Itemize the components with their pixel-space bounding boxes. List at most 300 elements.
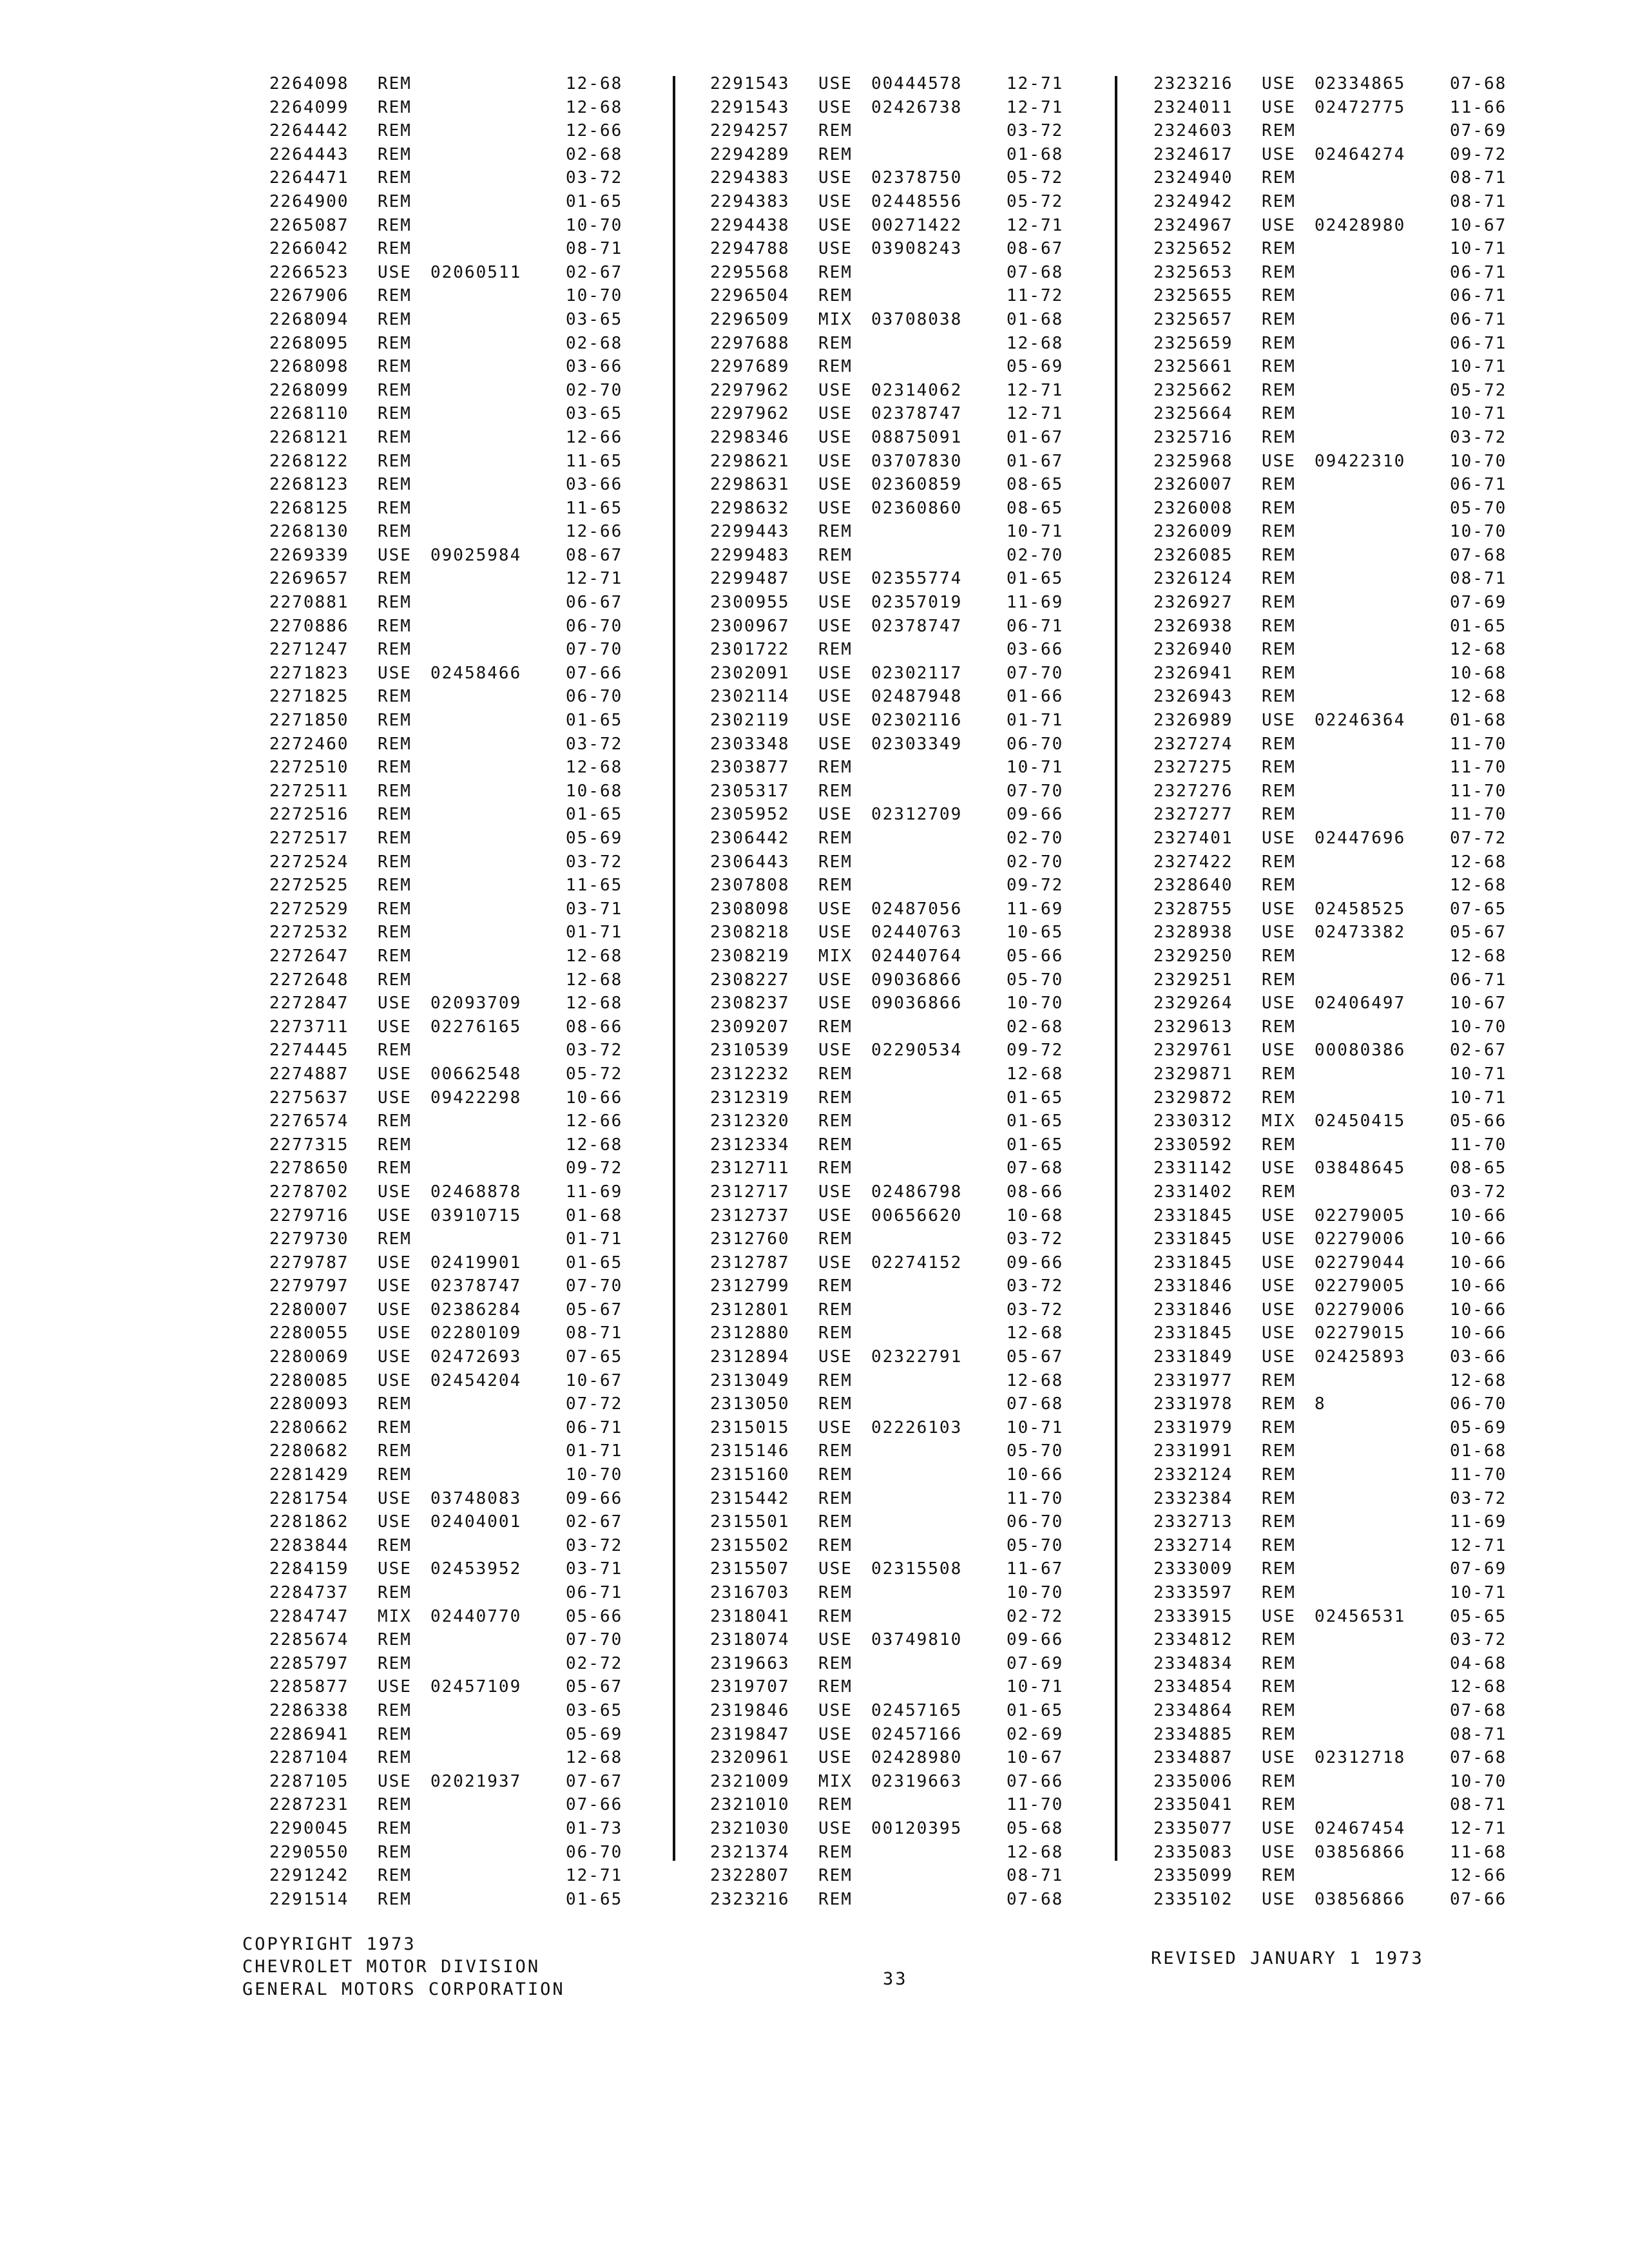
effective-date: 12-68 (566, 946, 623, 966)
action-code: USE (378, 994, 412, 1014)
action-code: USE (1262, 1323, 1296, 1343)
action-code: USE (818, 1559, 853, 1579)
action-code: USE (1262, 144, 1296, 164)
part-number: 2331845 (1153, 1323, 1233, 1343)
effective-date: 10-71 (1450, 357, 1507, 377)
part-number: 2326085 (1153, 545, 1233, 565)
part-number: 2302119 (710, 711, 790, 731)
action-code: REM (378, 475, 412, 495)
action-code: USE (378, 1253, 412, 1273)
action-code: REM (1262, 498, 1296, 518)
part-number: 2327274 (1153, 734, 1233, 754)
effective-date: 05-72 (1007, 168, 1064, 188)
action-code: REM (818, 1017, 853, 1037)
action-code: REM (378, 309, 412, 329)
replacement-part-number: 02440763 (871, 923, 963, 943)
effective-date: 01-65 (566, 191, 623, 211)
effective-date: 12-71 (566, 569, 623, 589)
replacement-part-number: 02458525 (1315, 899, 1406, 919)
action-code: REM (1262, 1771, 1296, 1791)
action-code: REM (818, 1276, 853, 1296)
copyright-line: GENERAL MOTORS CORPORATION (242, 1979, 565, 1999)
action-code: REM (1262, 1724, 1296, 1744)
effective-date: 12-68 (566, 1748, 623, 1768)
effective-date: 10-68 (566, 781, 623, 801)
action-code: REM (378, 1630, 412, 1650)
replacement-part-number: 02454204 (430, 1370, 522, 1390)
part-number: 2297688 (710, 333, 790, 353)
part-number: 2325652 (1153, 239, 1233, 259)
effective-date: 12-66 (1450, 1866, 1507, 1886)
effective-date: 08-71 (1450, 569, 1507, 589)
action-code: REM (818, 1370, 853, 1390)
action-code: USE (818, 1418, 853, 1437)
part-number: 2328755 (1153, 899, 1233, 919)
replacement-part-number: 03856866 (1315, 1889, 1406, 1909)
action-code: REM (1262, 734, 1296, 754)
effective-date: 12-71 (566, 1866, 623, 1886)
effective-date: 08-71 (1450, 1724, 1507, 1744)
action-code: MIX (818, 946, 853, 966)
replacement-part-number: 02428980 (871, 1748, 963, 1768)
action-code: USE (378, 1559, 412, 1579)
action-code: MIX (818, 1771, 853, 1791)
action-code: USE (1262, 1158, 1296, 1178)
effective-date: 05-67 (566, 1677, 623, 1697)
replacement-part-number: 02440764 (871, 946, 963, 966)
part-number: 2279787 (269, 1253, 349, 1273)
replacement-part-number: 03708038 (871, 309, 963, 329)
replacement-part-number: 02467454 (1315, 1818, 1406, 1838)
action-code: USE (818, 616, 853, 636)
part-number: 2312737 (710, 1206, 790, 1225)
action-code: REM (378, 498, 412, 518)
effective-date: 05-67 (1007, 1347, 1064, 1367)
action-code: REM (378, 1111, 412, 1131)
part-number: 2334887 (1153, 1748, 1233, 1768)
action-code: REM (1262, 1088, 1296, 1108)
effective-date: 03-72 (566, 734, 623, 754)
action-code: REM (378, 191, 412, 211)
effective-date: 12-66 (566, 1111, 623, 1131)
effective-date: 07-70 (1007, 781, 1064, 801)
action-code: USE (818, 687, 853, 707)
action-code: REM (378, 144, 412, 164)
action-code: REM (1262, 970, 1296, 990)
part-number: 2327422 (1153, 852, 1233, 872)
action-code: REM (1262, 640, 1296, 660)
action-code: USE (818, 168, 853, 188)
action-code: USE (378, 1370, 412, 1390)
replacement-part-number: 02290534 (871, 1041, 963, 1061)
replacement-part-number: 03748083 (430, 1488, 522, 1508)
effective-date: 03-72 (566, 852, 623, 872)
effective-date: 01-65 (566, 1889, 623, 1909)
replacement-part-number: 02457109 (430, 1677, 522, 1697)
action-code: USE (1262, 1606, 1296, 1626)
part-number: 2270881 (269, 593, 349, 613)
effective-date: 10-70 (1450, 1771, 1507, 1791)
action-code: USE (818, 380, 853, 400)
part-number: 2278650 (269, 1158, 349, 1178)
part-number: 2325716 (1153, 427, 1233, 447)
effective-date: 02-70 (566, 380, 623, 400)
action-code: REM (818, 1088, 853, 1108)
effective-date: 07-72 (566, 1394, 623, 1414)
replacement-part-number: 02450415 (1315, 1111, 1406, 1131)
effective-date: 11-69 (1007, 593, 1064, 613)
effective-date: 05-70 (1007, 970, 1064, 990)
effective-date: 06-70 (1450, 1394, 1507, 1414)
effective-date: 12-68 (1007, 1842, 1064, 1862)
replacement-part-number: 02280109 (430, 1323, 522, 1343)
replacement-part-number: 02302117 (871, 663, 963, 683)
part-number: 2280662 (269, 1418, 349, 1437)
action-code: USE (818, 1347, 853, 1367)
part-number: 2324942 (1153, 191, 1233, 211)
action-code: REM (818, 1583, 853, 1602)
part-number: 2331845 (1153, 1229, 1233, 1249)
replacement-part-number: 00271422 (871, 215, 963, 235)
effective-date: 05-67 (1450, 923, 1507, 943)
effective-date: 12-68 (1450, 946, 1507, 966)
effective-date: 08-65 (1007, 475, 1064, 495)
action-code: USE (1262, 1041, 1296, 1061)
effective-date: 09-72 (1450, 144, 1507, 164)
effective-date: 10-71 (1450, 1583, 1507, 1602)
action-code: REM (1262, 1677, 1296, 1697)
effective-date: 05-67 (566, 1300, 623, 1320)
action-code: USE (818, 74, 853, 93)
effective-date: 01-71 (566, 923, 623, 943)
action-code: USE (378, 1771, 412, 1791)
part-number: 2326938 (1153, 616, 1233, 636)
effective-date: 03-72 (566, 168, 623, 188)
effective-date: 03-65 (566, 309, 623, 329)
part-number: 2335077 (1153, 1818, 1233, 1838)
part-number: 2291543 (710, 97, 790, 117)
action-code: REM (1262, 946, 1296, 966)
effective-date: 03-66 (1007, 640, 1064, 660)
effective-date: 05-66 (566, 1606, 623, 1626)
part-number: 2329761 (1153, 1041, 1233, 1061)
replacement-part-number: 02279044 (1315, 1253, 1406, 1273)
replacement-part-number: 02486798 (871, 1182, 963, 1202)
part-number: 2280007 (269, 1300, 349, 1320)
effective-date: 07-70 (566, 1276, 623, 1296)
part-number: 2335006 (1153, 1771, 1233, 1791)
effective-date: 10-70 (1450, 1017, 1507, 1037)
action-code: REM (818, 1323, 853, 1343)
action-code: USE (818, 970, 853, 990)
effective-date: 09-66 (1007, 1253, 1064, 1273)
effective-date: 03-66 (566, 357, 623, 377)
action-code: REM (818, 1842, 853, 1862)
action-code: REM (818, 1606, 853, 1626)
part-number: 2264471 (269, 168, 349, 188)
action-code: REM (818, 545, 853, 565)
effective-date: 12-68 (1450, 687, 1507, 707)
part-number: 2329872 (1153, 1088, 1233, 1108)
effective-date: 10-70 (1007, 1583, 1064, 1602)
effective-date: 07-68 (1007, 262, 1064, 282)
part-number: 2329871 (1153, 1064, 1233, 1084)
part-number: 2281754 (269, 1488, 349, 1508)
effective-date: 01-71 (1007, 711, 1064, 731)
action-code: USE (378, 1064, 412, 1084)
part-number: 2297962 (710, 380, 790, 400)
action-code: USE (378, 1206, 412, 1225)
part-number: 2284737 (269, 1583, 349, 1602)
part-number: 2306443 (710, 852, 790, 872)
action-code: REM (378, 1889, 412, 1909)
action-code: USE (818, 215, 853, 235)
effective-date: 09-66 (1007, 1630, 1064, 1650)
part-number: 2324967 (1153, 215, 1233, 235)
part-number: 2281862 (269, 1512, 349, 1532)
action-code: REM (1262, 616, 1296, 636)
action-code: USE (378, 262, 412, 282)
effective-date: 10-71 (1450, 404, 1507, 424)
effective-date: 12-66 (566, 121, 623, 141)
effective-date: 12-71 (1007, 74, 1064, 93)
part-number: 2312801 (710, 1300, 790, 1320)
replacement-part-number: 00662548 (430, 1064, 522, 1084)
action-code: REM (1262, 1394, 1296, 1414)
action-code: REM (818, 1866, 853, 1886)
part-number: 2334864 (1153, 1700, 1233, 1720)
replacement-part-number: 09422298 (430, 1088, 522, 1108)
action-code: REM (378, 451, 412, 471)
action-code: REM (1262, 404, 1296, 424)
effective-date: 03-65 (566, 404, 623, 424)
part-number: 2294383 (710, 191, 790, 211)
action-code: USE (818, 191, 853, 211)
effective-date: 12-68 (1007, 1323, 1064, 1343)
action-code: USE (818, 451, 853, 471)
effective-date: 12-68 (1007, 1064, 1064, 1084)
part-number: 2329251 (1153, 970, 1233, 990)
action-code: USE (818, 498, 853, 518)
part-number: 2334812 (1153, 1630, 1233, 1650)
replacement-part-number: 02226103 (871, 1418, 963, 1437)
part-number: 2276574 (269, 1111, 349, 1131)
effective-date: 06-70 (566, 1842, 623, 1862)
replacement-part-number: 02468878 (430, 1182, 522, 1202)
action-code: REM (378, 734, 412, 754)
effective-date: 10-67 (1450, 994, 1507, 1014)
effective-date: 01-68 (1450, 1441, 1507, 1461)
action-code: REM (818, 1889, 853, 1909)
action-code: REM (1262, 1182, 1296, 1202)
effective-date: 07-68 (1450, 545, 1507, 565)
effective-date: 10-66 (566, 1088, 623, 1108)
action-code: REM (1262, 1653, 1296, 1673)
effective-date: 01-68 (566, 1206, 623, 1225)
effective-date: 02-67 (1450, 1041, 1507, 1061)
column-divider (1115, 76, 1117, 1861)
effective-date: 08-71 (566, 239, 623, 259)
action-code: USE (378, 545, 412, 565)
replacement-part-number: 02274152 (871, 1253, 963, 1273)
part-number: 2325661 (1153, 357, 1233, 377)
effective-date: 11-70 (1450, 1135, 1507, 1155)
replacement-part-number: 02312709 (871, 805, 963, 825)
part-number: 2271823 (269, 663, 349, 683)
effective-date: 10-68 (1450, 663, 1507, 683)
part-number: 2326989 (1153, 711, 1233, 731)
part-number: 2321030 (710, 1818, 790, 1838)
part-number: 2285797 (269, 1653, 349, 1673)
part-number: 2287105 (269, 1771, 349, 1791)
part-number: 2320961 (710, 1748, 790, 1768)
effective-date: 07-66 (566, 663, 623, 683)
action-code: REM (378, 1394, 412, 1414)
replacement-part-number: 02457166 (871, 1724, 963, 1744)
effective-date: 05-65 (1450, 1606, 1507, 1626)
part-number: 2328640 (1153, 876, 1233, 896)
action-code: REM (378, 1441, 412, 1461)
effective-date: 07-70 (566, 640, 623, 660)
action-code: REM (818, 852, 853, 872)
effective-date: 02-68 (566, 333, 623, 353)
effective-date: 12-68 (566, 970, 623, 990)
part-number: 2298346 (710, 427, 790, 447)
action-code: USE (818, 427, 853, 447)
part-number: 2272647 (269, 946, 349, 966)
action-code: USE (1262, 923, 1296, 943)
action-code: REM (1262, 1418, 1296, 1437)
effective-date: 01-65 (1007, 569, 1064, 589)
effective-date: 10-66 (1007, 1465, 1064, 1485)
part-number: 2308219 (710, 946, 790, 966)
replacement-part-number: 02279005 (1315, 1206, 1406, 1225)
action-code: REM (378, 1842, 412, 1862)
part-number: 2329250 (1153, 946, 1233, 966)
replacement-part-number: 09036866 (871, 994, 963, 1014)
part-number: 2305317 (710, 781, 790, 801)
part-number: 2312894 (710, 1347, 790, 1367)
effective-date: 10-71 (1450, 1064, 1507, 1084)
part-number: 2308227 (710, 970, 790, 990)
part-number: 2325659 (1153, 333, 1233, 353)
effective-date: 09-72 (566, 1158, 623, 1178)
page-number: 33 (883, 1969, 908, 1989)
effective-date: 01-68 (1007, 309, 1064, 329)
action-code: REM (1262, 239, 1296, 259)
part-number: 2272648 (269, 970, 349, 990)
action-code: REM (378, 168, 412, 188)
action-code: REM (1262, 1135, 1296, 1155)
replacement-part-number: 02456531 (1315, 1606, 1406, 1626)
part-number: 2315502 (710, 1535, 790, 1555)
part-number: 2267906 (269, 286, 349, 306)
effective-date: 10-66 (1450, 1323, 1507, 1343)
action-code: REM (1262, 805, 1296, 825)
part-number: 2296509 (710, 309, 790, 329)
part-number: 2303348 (710, 734, 790, 754)
action-code: USE (818, 97, 853, 117)
effective-date: 09-72 (1007, 1041, 1064, 1061)
part-number: 2286338 (269, 1700, 349, 1720)
part-number: 2272511 (269, 781, 349, 801)
action-code: REM (1262, 758, 1296, 778)
part-number: 2298631 (710, 475, 790, 495)
replacement-part-number: 02246364 (1315, 711, 1406, 731)
part-number: 2321374 (710, 1842, 790, 1862)
part-number: 2266042 (269, 239, 349, 259)
effective-date: 01-68 (1007, 144, 1064, 164)
part-number: 2308237 (710, 994, 790, 1014)
action-code: USE (818, 1630, 853, 1650)
part-number: 2287104 (269, 1748, 349, 1768)
part-number: 2312334 (710, 1135, 790, 1155)
replacement-part-number: 02319663 (871, 1771, 963, 1791)
part-number: 2331979 (1153, 1418, 1233, 1437)
action-code: USE (1262, 994, 1296, 1014)
action-code: REM (818, 829, 853, 848)
action-code: REM (378, 121, 412, 141)
part-number: 2332124 (1153, 1465, 1233, 1485)
part-number: 2272517 (269, 829, 349, 848)
action-code: REM (378, 923, 412, 943)
part-number: 2325662 (1153, 380, 1233, 400)
action-code: REM (378, 1158, 412, 1178)
action-code: REM (1262, 1795, 1296, 1815)
effective-date: 12-68 (1450, 1677, 1507, 1697)
part-number: 2279730 (269, 1229, 349, 1249)
effective-date: 11-70 (1007, 1488, 1064, 1508)
effective-date: 03-72 (566, 1535, 623, 1555)
action-code: USE (818, 404, 853, 424)
effective-date: 12-66 (566, 522, 623, 542)
effective-date: 02-67 (566, 262, 623, 282)
replacement-part-number: 02464274 (1315, 144, 1406, 164)
effective-date: 01-65 (1007, 1088, 1064, 1108)
part-number: 2299443 (710, 522, 790, 542)
action-code: REM (818, 1677, 853, 1697)
action-code: REM (378, 593, 412, 613)
effective-date: 05-68 (1007, 1818, 1064, 1838)
replacement-part-number: 02428980 (1315, 215, 1406, 235)
effective-date: 02-70 (1007, 545, 1064, 565)
part-number: 2331845 (1153, 1253, 1233, 1273)
part-number: 2325968 (1153, 451, 1233, 471)
effective-date: 12-66 (566, 427, 623, 447)
part-number: 2286941 (269, 1724, 349, 1744)
effective-date: 11-70 (1450, 781, 1507, 801)
replacement-part-number: 02021937 (430, 1771, 522, 1791)
effective-date: 02-70 (1007, 829, 1064, 848)
effective-date: 08-71 (1450, 191, 1507, 211)
replacement-part-number: 02322791 (871, 1347, 963, 1367)
replacement-part-number: 02472775 (1315, 97, 1406, 117)
part-number: 2315146 (710, 1441, 790, 1461)
effective-date: 08-66 (1007, 1182, 1064, 1202)
effective-date: 11-68 (1450, 1842, 1507, 1862)
action-code: USE (818, 1700, 853, 1720)
replacement-part-number: 02440770 (430, 1606, 522, 1626)
effective-date: 06-71 (1450, 333, 1507, 353)
effective-date: 05-69 (566, 1724, 623, 1744)
effective-date: 05-72 (566, 1064, 623, 1084)
effective-date: 12-71 (1007, 97, 1064, 117)
replacement-part-number: 02060511 (430, 262, 522, 282)
replacement-part-number: 02487948 (871, 687, 963, 707)
effective-date: 10-71 (1450, 239, 1507, 259)
action-code: USE (1262, 1818, 1296, 1838)
effective-date: 10-66 (1450, 1206, 1507, 1225)
